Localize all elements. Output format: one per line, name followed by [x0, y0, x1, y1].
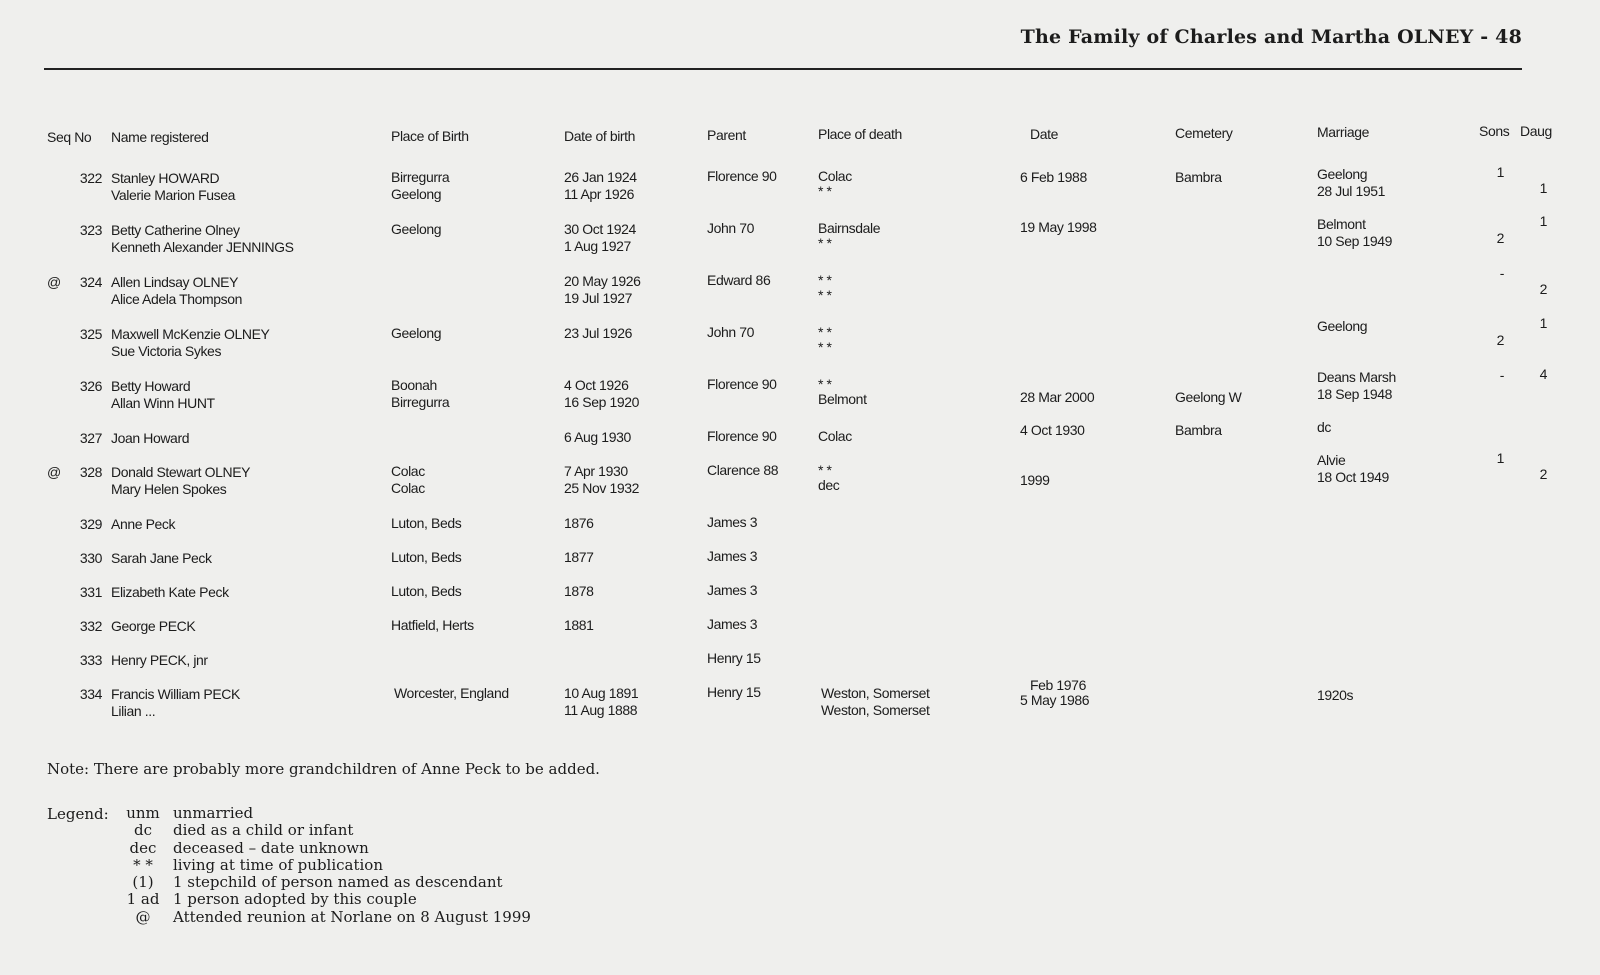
parent: Florence 90 — [707, 428, 777, 444]
legend-code: unm — [126, 804, 160, 822]
legend-item — [113, 840, 531, 857]
date-of-birth: 4 Oct 1926 — [564, 377, 629, 393]
spouse-name: Valerie Marion Fusea — [111, 187, 236, 203]
marriage-place: Geelong — [1317, 318, 1368, 334]
date-of-birth: 20 May 1926 — [564, 273, 641, 289]
place-of-birth: Worcester, England — [394, 685, 509, 701]
parent: Florence 90 — [707, 168, 777, 184]
name-registered: Maxwell McKenzie OLNEY — [111, 326, 270, 342]
header-sons: Sons — [1479, 123, 1510, 139]
seq-number: 330 — [79, 550, 102, 566]
marriage-date: 10 Sep 1949 — [1317, 233, 1393, 249]
header-rule — [44, 68, 1522, 70]
spouse-place-of-death: Weston, Somerset — [821, 702, 930, 718]
place-of-birth: Luton, Beds — [391, 549, 462, 565]
daughters-count: 1 — [1539, 315, 1547, 331]
legend-description: Attended reunion at Norlane on 8 August 1999 — [173, 907, 531, 926]
name-registered: Francis William PECK — [111, 686, 240, 702]
cemetery: Bambra — [1175, 422, 1222, 438]
spouse-place-of-birth: Birregurra — [391, 394, 450, 410]
seq-number: 324 — [79, 274, 102, 290]
marriage-date: 18 Oct 1949 — [1317, 469, 1389, 485]
marriage-place: dc — [1317, 419, 1331, 435]
header-cemetery: Cemetery — [1175, 125, 1233, 141]
daughters-count: 2 — [1539, 281, 1547, 297]
marriage-place: Alvie — [1317, 452, 1346, 468]
spouse-name: Lilian ... — [111, 703, 156, 719]
reunion-mark: @ — [47, 274, 61, 290]
date-of-death: 19 May 1998 — [1020, 219, 1097, 235]
seq-number: 331 — [79, 584, 102, 600]
spouse-date-of-birth: 19 Jul 1927 — [564, 290, 632, 306]
place-of-death: Colac — [818, 168, 852, 184]
header-name: Name registered — [111, 129, 209, 145]
spouse-place-of-death: * * — [818, 287, 832, 303]
legend-item — [113, 874, 531, 891]
spouse-date-of-birth: 1 Aug 1927 — [564, 238, 631, 254]
legend-item — [113, 891, 531, 908]
name-registered: Donald Stewart OLNEY — [111, 464, 251, 480]
sons-count: 2 — [1496, 230, 1504, 246]
header-parent: Parent — [707, 127, 746, 143]
place-of-death: * * — [818, 376, 832, 392]
daughters-count: 1 — [1539, 213, 1547, 229]
seq-number: 322 — [79, 170, 102, 186]
seq-number: 332 — [79, 618, 102, 634]
sons-count: - — [1499, 265, 1504, 281]
name-registered: Anne Peck — [111, 516, 176, 532]
spouse-name: Sue Victoria Sykes — [111, 343, 222, 359]
place-of-death: Bairnsdale — [818, 220, 881, 236]
header-daug: Daug — [1520, 123, 1552, 139]
parent: Edward 86 — [707, 272, 771, 288]
parent: Clarence 88 — [707, 462, 779, 478]
place-of-birth: Colac — [391, 463, 425, 479]
place-of-death: Weston, Somerset — [821, 685, 930, 701]
place-of-birth: Geelong — [391, 325, 442, 341]
name-registered: Betty Howard — [111, 378, 191, 394]
name-registered: Elizabeth Kate Peck — [111, 584, 229, 600]
legend-item — [113, 909, 531, 926]
place-of-birth: Hatfield, Herts — [391, 617, 474, 633]
legend-code: dec — [129, 838, 157, 857]
name-registered: Allen Lindsay OLNEY — [111, 274, 239, 290]
header-marriage: Marriage — [1317, 124, 1370, 140]
seq-number: 323 — [79, 222, 102, 238]
header-seq: Seq No — [47, 129, 92, 145]
seq-number: 325 — [79, 326, 102, 342]
spouse-place-of-death: * * — [818, 183, 832, 199]
spouse-place-of-death: dec — [818, 477, 840, 493]
date-of-birth: 26 Jan 1924 — [564, 169, 637, 185]
date-of-birth: 1881 — [564, 617, 594, 633]
legend-description: 1 stepchild of person named as descendant — [173, 873, 503, 892]
name-registered: Stanley HOWARD — [111, 170, 220, 186]
legend-item — [113, 805, 531, 822]
spouse-name: Mary Helen Spokes — [111, 481, 227, 497]
spouse-date-of-birth: 11 Apr 1926 — [564, 186, 635, 202]
legend-description: died as a child or infant — [173, 821, 354, 840]
place-of-birth: Luton, Beds — [391, 515, 462, 531]
spouse-date-of-birth: 11 Aug 1888 — [564, 702, 638, 718]
parent: Henry 15 — [707, 684, 761, 700]
date-of-birth: 23 Jul 1926 — [564, 325, 632, 341]
spouse-date-of-death: 1999 — [1020, 472, 1050, 488]
place-of-death: * * — [818, 462, 832, 478]
name-registered: Joan Howard — [111, 430, 190, 446]
date-of-birth: 7 Apr 1930 — [564, 463, 628, 479]
seq-number: 329 — [79, 516, 102, 532]
cemetery: Bambra — [1175, 169, 1222, 185]
legend-code: 1 ad — [126, 890, 160, 909]
parent: James 3 — [707, 616, 758, 632]
name-registered: Sarah Jane Peck — [111, 550, 212, 566]
name-registered: Betty Catherine Olney — [111, 222, 240, 238]
daughters-count: 1 — [1539, 180, 1547, 196]
marriage-date: 1920s — [1317, 687, 1354, 703]
spouse-date-of-birth: 25 Nov 1932 — [564, 480, 639, 496]
legend-code: dc — [133, 821, 152, 840]
parent: Florence 90 — [707, 376, 777, 392]
date-of-birth: 1877 — [564, 549, 594, 565]
name-registered: George PECK — [111, 618, 196, 634]
reunion-mark: @ — [47, 464, 61, 480]
seq-number: 326 — [79, 378, 102, 394]
date-of-birth: 6 Aug 1930 — [564, 429, 631, 445]
date-of-birth: 10 Aug 1891 — [564, 685, 639, 701]
date-of-death: Feb 1976 — [1030, 677, 1086, 693]
legend-item — [113, 822, 531, 839]
seq-number: 328 — [79, 464, 102, 480]
spouse-place-of-birth: Colac — [391, 480, 425, 496]
place-of-birth: Birregurra — [391, 169, 450, 185]
spouse-cemetery: Geelong W — [1175, 389, 1242, 405]
marriage-date: 28 Jul 1951 — [1317, 183, 1385, 199]
legend-code: @ — [135, 907, 151, 926]
page-title: The Family of Charles and Martha OLNEY - 48 — [1020, 26, 1522, 48]
daughters-count: 4 — [1539, 366, 1547, 382]
marriage-place: Deans Marsh — [1317, 369, 1396, 385]
place-of-birth: Luton, Beds — [391, 583, 462, 599]
header-place-of-death: Place of death — [818, 126, 902, 142]
spouse-date-of-death: 5 May 1986 — [1020, 692, 1090, 708]
parent: John 70 — [707, 220, 755, 236]
marriage-date: 18 Sep 1948 — [1317, 386, 1393, 402]
legend-item — [113, 857, 531, 874]
parent: John 70 — [707, 324, 755, 340]
place-of-death: * * — [818, 272, 832, 288]
place-of-birth: Boonah — [391, 377, 437, 393]
spouse-place-of-death: * * — [818, 235, 832, 251]
legend-description: deceased – date unknown — [173, 838, 369, 857]
spouse-date-of-death: 28 Mar 2000 — [1020, 389, 1095, 405]
marriage-place: Belmont — [1317, 216, 1366, 232]
seq-number: 327 — [79, 430, 102, 446]
date-of-death: 4 Oct 1930 — [1020, 422, 1085, 438]
parent: James 3 — [707, 548, 758, 564]
legend-description: 1 person adopted by this couple — [173, 890, 417, 909]
marriage-place: Geelong — [1317, 166, 1368, 182]
sons-count: 1 — [1496, 450, 1504, 466]
header-date-of-birth: Date of birth — [564, 128, 636, 144]
legend-code: * * — [133, 855, 153, 874]
spouse-name: Allan Winn HUNT — [111, 395, 215, 411]
sons-count: 1 — [1496, 164, 1504, 180]
spouse-place-of-birth: Geelong — [391, 186, 442, 202]
seq-number: 334 — [79, 686, 102, 702]
spouse-date-of-birth: 16 Sep 1920 — [564, 394, 640, 410]
seq-number: 333 — [79, 652, 102, 668]
header-place-of-birth: Place of Birth — [391, 128, 469, 144]
spouse-name: Kenneth Alexander JENNINGS — [111, 239, 294, 255]
legend-code: (1) — [132, 873, 154, 892]
legend-description: unmarried — [173, 804, 254, 822]
date-of-birth: 30 Oct 1924 — [564, 221, 636, 237]
parent: James 3 — [707, 582, 758, 598]
parent: James 3 — [707, 514, 758, 530]
spouse-name: Alice Adela Thompson — [111, 291, 243, 307]
date-of-death: 6 Feb 1988 — [1020, 169, 1087, 185]
place-of-death: Colac — [818, 428, 852, 444]
spouse-place-of-death: * * — [818, 339, 832, 355]
note-text: Note: There are probably more grandchildren of Anne Peck to be added. — [47, 760, 600, 778]
daughters-count: 2 — [1539, 466, 1547, 482]
date-of-birth: 1878 — [564, 583, 594, 599]
legend-description: living at time of publication — [173, 855, 383, 874]
place-of-death: * * — [818, 324, 832, 340]
spouse-place-of-death: Belmont — [818, 391, 867, 407]
header-date: Date — [1030, 126, 1058, 142]
name-registered: Henry PECK, jnr — [111, 652, 208, 668]
place-of-birth: Geelong — [391, 221, 442, 237]
legend-list — [113, 805, 531, 926]
parent: Henry 15 — [707, 650, 761, 666]
sons-count: - — [1499, 367, 1504, 383]
sons-count: 2 — [1496, 332, 1504, 348]
legend-label: Legend: — [47, 805, 109, 823]
date-of-birth: 1876 — [564, 515, 594, 531]
